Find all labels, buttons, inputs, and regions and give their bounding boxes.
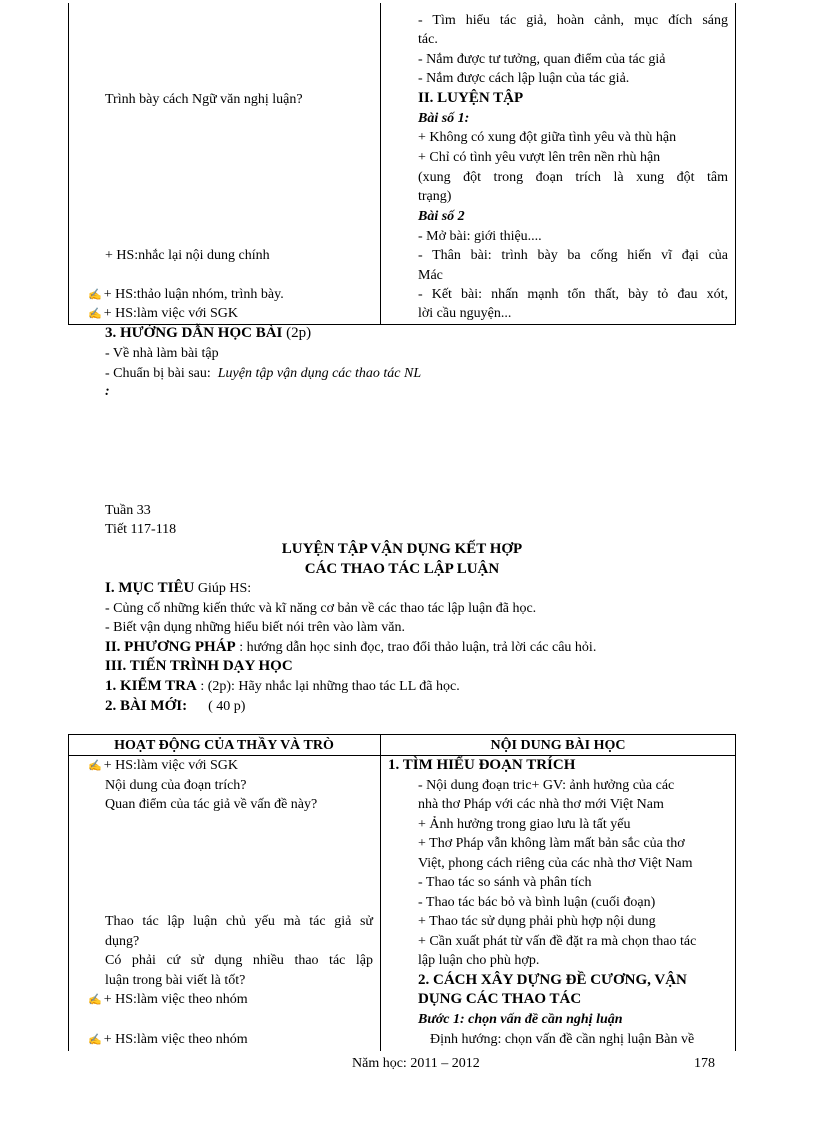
content-text: lời cầu nguyện... [418,306,512,321]
lesson-table-divider [380,734,381,1051]
activity-text: ✍ + HS:làm việc với SGK [88,304,238,324]
page-number: 178 [694,1056,715,1071]
activity-text: Nội dung của đoạn trích? [105,778,247,793]
exercise-heading: Bài số 2 [418,209,465,224]
method-line: II. PHƯƠNG PHÁP : hướng dẫn học sinh đọc, trao đổi thảo luận, trả lời các câu hỏi. [105,639,597,655]
content-text: + Thao tác sử dụng phải phù hợp nội dung [418,914,656,929]
content-text: - Nội dung đoạn tric+ GV: ảnh hưởng của các [418,778,675,793]
section-heading: 1. TÌM HIỂU ĐOẠN TRÍCH [388,757,576,773]
section-heading: II. LUYỆN TẬP [418,90,524,106]
lesson-label: Tiết 117-118 [105,522,177,537]
content-text: + Chỉ có tình yêu vượt lên trên nền rhù hận [418,150,661,165]
activity-text: Thao tác lập luận chủ yếu mà tác giả sử [105,914,373,929]
content-text: Việt, phong cách riêng của các nhà thơ Việt Nam [418,856,693,871]
content-text: Mác [418,268,443,283]
content-text: - Thao tác so sánh và phân tích [418,875,592,890]
table-continued-divider [380,3,381,325]
content-text: Định hướng: chọn vấn đề cần nghị luận Bàn về [430,1032,695,1047]
content-text: - Thao tác bác bỏ và bình luận (cuối đoạn) [418,895,656,910]
writing-hand-icon: ✍ [88,994,102,1006]
section-heading: 3. HƯỚNG DẪN HỌC BÀI (2p) [105,325,312,341]
content-text: - Kết bài: nhấn mạnh tổn thất, bày tỏ đau xót, [418,287,728,302]
writing-hand-icon: ✍ [88,1034,102,1046]
exercise-heading: Bài số 1: [418,111,470,126]
activity-text: Có phải cứ sử dụng nhiều thao tác lập [105,953,373,968]
stray-colon: : [105,384,110,399]
activity-text: ✍ + HS:làm việc với SGK [88,756,238,776]
content-text: lập luận cho phù hợp. [418,953,540,968]
section-heading: 2. CÁCH XÂY DỰNG ĐỀ CƯƠNG, VẬN [418,972,687,988]
content-text: (xung đột trong đoạn trích là xung đột tâm [418,170,728,185]
instruction-text: - Chuẩn bị bài sau: Luyện tập vận dụng các thao tác NL [105,366,422,381]
check-line: 1. KIỂM TRA : (2p): Hãy nhắc lại những thao tác LL đã học. [105,678,460,694]
process-heading: III. TIẾN TRÌNH DẠY HỌC [105,658,293,674]
objective-item: - Biết vận dụng những hiểu biết nói trên vào làm văn. [105,620,405,635]
content-text: tác. [418,32,438,47]
step-heading: Bước 1: chọn vấn đề cần nghị luận [418,1012,623,1027]
page-title: LUYỆN TẬP VẬN DỤNG KẾT HỢP [281,541,523,557]
content-text: trạng) [418,189,452,204]
week-label: Tuần 33 [105,503,151,518]
activity-text: + HS:nhắc lại nội dung chính [105,248,270,263]
content-text: + Không có xung đột giữa tình yêu và thù hận [418,130,677,145]
content-text: - Thân bài: trình bày ba cống hiến vĩ đại của [418,248,728,263]
objectives-heading: I. MỤC TIÊU Giúp HS: [105,580,252,596]
new-lesson-line: 2. BÀI MỚI: ( 40 p) [105,698,246,714]
column-header-activities: HOẠT ĐỘNG CỦA THẦY VÀ TRÒ [114,738,334,753]
writing-hand-icon: ✍ [88,760,102,772]
content-text: + Thơ Pháp vẫn không làm mất bản sắc của thơ [418,836,685,851]
activity-text: ✍ + HS:làm việc theo nhóm [88,1030,248,1050]
activity-text: ✍ + HS:thảo luận nhóm, trình bày. [88,285,284,305]
content-text: - Nắm được tư tưởng, quan điểm của tác giả [418,52,666,67]
question-text: Trình bày cách Ngữ văn nghị luận? [105,92,303,107]
activity-text: Quan điểm của tác giả về vấn đề này? [105,797,318,812]
writing-hand-icon: ✍ [88,308,102,320]
section-heading: DỤNG CÁC THAO TÁC [418,991,582,1007]
content-text: nhà thơ Pháp với các nhà thơ mới Việt Nam [418,797,664,812]
school-year: Năm học: 2011 – 2012 [352,1056,480,1071]
activity-text: dụng? [105,934,140,949]
page-subtitle: CÁC THAO TÁC LẬP LUẬN [304,561,500,577]
content-text: - Tìm hiểu tác giả, hoàn cảnh, mục đích sáng [418,13,728,28]
writing-hand-icon: ✍ [88,289,102,301]
column-header-content: NỘI DUNG BÀI HỌC [490,738,626,753]
objective-item: - Củng cố những kiến thức và kĩ năng cơ bản về các thao tác lập luận đã học. [105,601,537,616]
activity-text: ✍ + HS:làm việc theo nhóm [88,990,248,1010]
activity-text: luận trong bài viết là tốt? [105,973,246,988]
content-text: - Nắm được cách lập luận của tác giả. [418,71,630,86]
content-text: - Mở bài: giới thiệu.... [418,229,542,244]
content-text: + Cần xuất phát từ vấn đề đặt ra mà chọn thao tác [418,934,697,949]
instruction-text: - Về nhà làm bài tập [105,346,219,361]
content-text: + Ảnh hưởng trong giao lưu là tất yếu [418,817,631,832]
